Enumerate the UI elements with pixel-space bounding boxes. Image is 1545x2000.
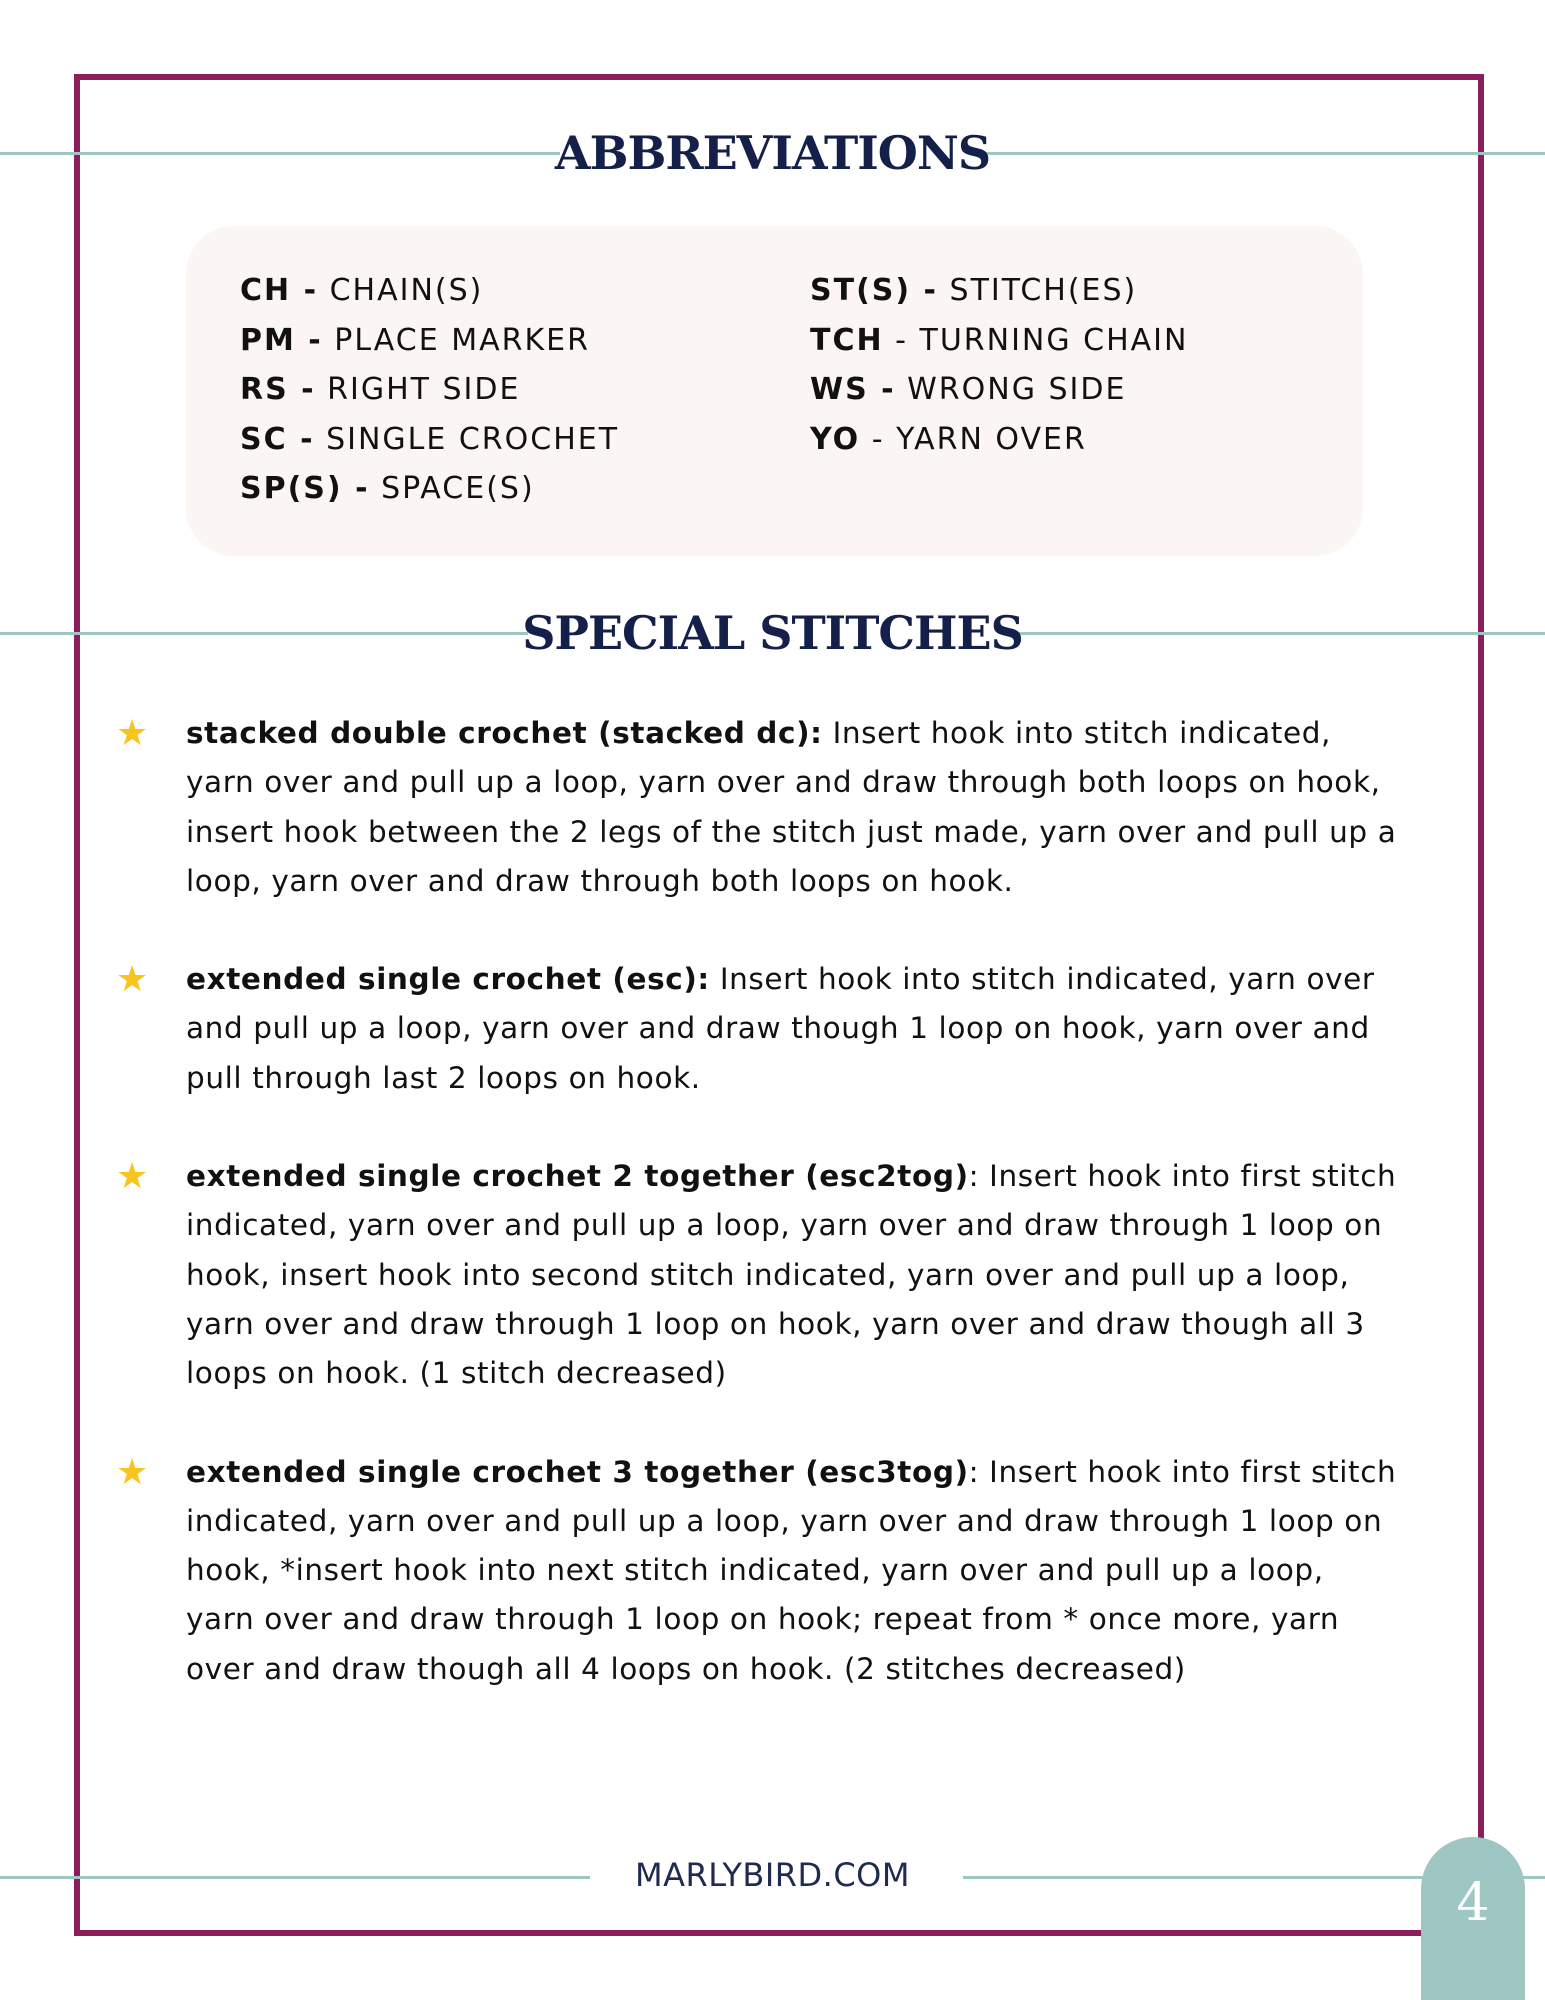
abbreviation-code: TCH <box>810 322 884 358</box>
abbreviation-code: SP(S) - <box>240 471 370 506</box>
abbreviation-code: RS - <box>240 372 316 407</box>
stitch-text <box>186 1448 1400 1694</box>
stitch-term: extended single crochet (esc): <box>186 962 710 997</box>
star-icon: ★ <box>116 1156 149 1198</box>
star-icon: ★ <box>116 713 149 754</box>
star-icon: ★ <box>116 959 149 1001</box>
abbreviations-title: ABBREVIATIONS <box>554 126 991 180</box>
stitch-text <box>186 709 1400 906</box>
special-stitches-title: SPECIAL STITCHES <box>522 606 1023 660</box>
abbreviations-left-column <box>240 266 619 514</box>
abbreviation-code: SC - <box>240 421 315 457</box>
list-item <box>110 1152 1400 1398</box>
abbreviation-code: ST(S) - <box>810 273 938 308</box>
abbreviation-meaning: - YARN OVER <box>871 421 1087 457</box>
abbreviation-item <box>810 266 1188 316</box>
stitch-text <box>186 955 1400 1103</box>
abbreviation-item <box>810 365 1188 415</box>
star-icon: ★ <box>116 1451 149 1493</box>
stitch-description: Insert hook into stitch indicated, yarn over and pull up a loop, yarn over and draw through both loops on hook, insert hook between the 2 legs of the stitch just made, yarn over and pull up a loop, yarn over and draw through both loops on hook. <box>186 716 1397 898</box>
abbreviation-meaning: SINGLE CROCHET <box>326 421 620 457</box>
abbreviation-code: PM - <box>240 322 323 358</box>
abbreviation-item <box>240 266 619 316</box>
abbreviation-meaning: PLACE MARKER <box>334 322 590 358</box>
abbreviation-item <box>240 365 619 415</box>
special-stitches-list <box>110 709 1400 1743</box>
abbreviation-meaning: SPACE(S) <box>381 471 535 506</box>
stitch-term: extended single crochet 3 together (esc3tog) <box>186 1454 969 1489</box>
page-number: 4 <box>1456 1873 1490 1933</box>
abbreviation-code: WS - <box>810 372 896 407</box>
stitch-description: : Insert hook into first stitch indicated, yarn over and pull up a loop, yarn over and draw through 1 loop on hook, *insert hook into next stitch indicated, yarn over and pull up a loop, yarn over and draw through 1 loop on hook; repeat from * once more, yarn over and draw though all 4 loops on hook. (2 stitches decreased) <box>186 1454 1397 1686</box>
abbreviation-item <box>810 316 1188 366</box>
abbreviation-meaning: - TURNING CHAIN <box>895 322 1189 358</box>
abbreviations-box <box>186 226 1363 556</box>
abbreviation-meaning: RIGHT SIDE <box>327 372 521 407</box>
abbreviation-item <box>240 464 619 514</box>
stitch-description: : Insert hook into first stitch indicated, yarn over and pull up a loop, yarn over and draw through 1 loop on hook, insert hook into second stitch indicated, yarn over and pull up a loop, yarn over and draw through 1 loop on hook, yarn over and draw though all 3 loops on hook. (1 stitch decreased) <box>186 1159 1397 1391</box>
stitch-text <box>186 1152 1400 1398</box>
list-item <box>110 1448 1400 1694</box>
abbreviation-item <box>240 415 619 465</box>
abbreviation-meaning: STITCH(ES) <box>949 273 1138 308</box>
list-item <box>110 955 1400 1103</box>
stitch-term: extended single crochet 2 together (esc2tog) <box>186 1159 969 1194</box>
abbreviation-meaning: WRONG SIDE <box>907 372 1127 407</box>
stitch-description: Insert hook into stitch indicated, yarn over and pull up a loop, yarn over and draw though 1 loop on hook, yarn over and pull through last 2 loops on hook. <box>186 962 1375 1095</box>
site-url[interactable]: MARLYBIRD.COM <box>635 1856 910 1894</box>
stitch-term: stacked double crochet (stacked dc): <box>186 716 823 750</box>
abbreviation-item <box>240 316 619 366</box>
abbreviation-code: YO <box>810 421 861 457</box>
abbreviation-code: CH - <box>240 273 319 308</box>
page-number-tab <box>1421 1837 1525 2000</box>
abbreviations-right-column <box>810 266 1188 464</box>
list-item <box>110 709 1400 906</box>
abbreviation-item <box>810 415 1188 465</box>
abbreviation-meaning: CHAIN(S) <box>329 273 484 308</box>
